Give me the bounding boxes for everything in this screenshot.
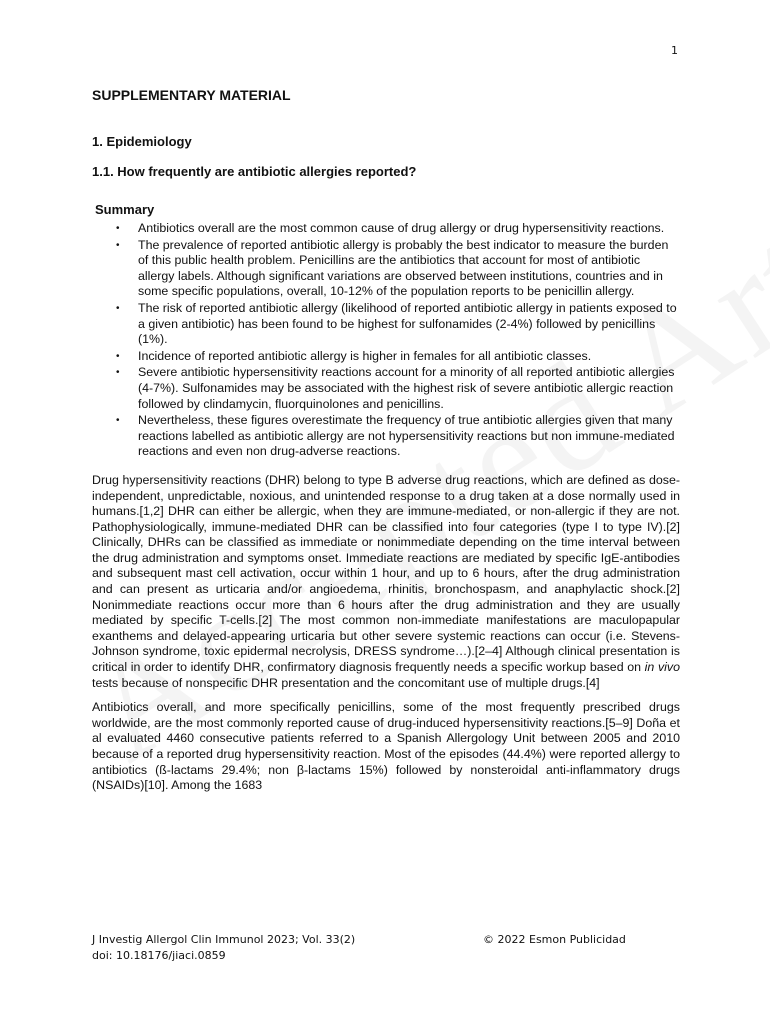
summary-item-text: Severe antibiotic hypersensitivity reactions account for a minority of all reported antibiotic allergies (4-7%). Sulfonamides may be associated with the highest risk of severe antibiotic allergic reaction followed by clindamycin, fluorquinolones and penicillins. — [138, 365, 675, 411]
bullet-icon: • — [116, 367, 120, 379]
footer-doi: doi: 10.18176/jiaci.0859 — [92, 949, 226, 962]
footer-copyright: © 2022 Esmon Publicidad — [483, 933, 626, 946]
summary-item-text: Antibiotics overall are the most common cause of drug allergy or drug hypersensitivity reactions. — [138, 221, 665, 235]
summary-item — [116, 300, 680, 348]
footer-journal: J Investig Allergol Clin Immunol 2023; Vol. 33(2) — [92, 933, 356, 946]
section-heading: 1. Epidemiology — [92, 134, 192, 149]
italic-term: in vivo — [644, 660, 680, 675]
paragraph-text: Drug hypersensitivity reactions (DHR) belong to type B adverse drug reactions, which are defined as dose-independent, unpredictable, noxious, and unintended response to a drug taken at a dose normally used in humans.[1,2] DHR can either be allergic, when they are immune-mediated, or non-allergic if they are not. Pathophysiologically, immune-mediated DHR can be classified into four categories (type I to type IV).[2] Clinically, DHRs can be classified as immediate or nonimmediate depending on the time interval between the drug administration and symptoms onset. Immediate reactions are mediated by specific IgE-antibodies and subsequent mast cell activation, occur within 1 hour, and up to 6 hours, after the drug administration and can present as urticaria and/or angioedema, rhinitis, bronchospasm, and anaphylactic shock.[2] Nonimmediate reactions occur more than 6 hours after the drug administration and they are usually mediated by specific T-cells.[2] The most common non-immediate manifestations are maculopapular exanthems and delayed-appearing urticaria but other severe systemic reactions can occur (i.e. Stevens-Johnson syndrome, toxic epidermal necrolysis, DRESS syndrome…).[2–4] Although clinical presentation is critical in order to identify DHR, confirmatory diagnosis frequently needs a specific workup based on — [92, 472, 680, 675]
body-paragraph-2: Antibiotics overall, and more specifically penicillins, some of the most frequently prescribed drugs worldwide, are the most commonly reported cause of drug-induced hypersensitivity reactions.[5–9] Doña et al evaluated 4460 consecutive patients referred to a Spanish Allergology Unit between 2005 and 2010 because of a reported drug hypersensitivity reaction. Most of the episodes (44.4%) were reported allergy to antibiotics (ß-lactams 29.4%; non β-lactams 15%) followed by nonsteroidal anti-inflammatory drugs (NSAIDs)[10]. Among the 1683 — [92, 700, 680, 793]
page-footer — [92, 932, 680, 964]
summary-item — [116, 221, 680, 237]
summary-item-text: The prevalence of reported antibiotic allergy is probably the best indicator to measure the burden of this public health problem. Penicillins are the antibiotics that account for most of antibiotic allergy labels. Although significant variations are observed between institutions, countries and in some specific populations, overall, 10-12% of the population reports to be penicillin allergy. — [138, 237, 669, 299]
summary-heading: Summary — [95, 202, 155, 217]
subsection-heading: 1.1. How frequently are antibiotic allergies reported? — [92, 164, 417, 179]
summary-item — [116, 348, 680, 365]
summary-item — [116, 413, 680, 460]
summary-item-text: The risk of reported antibiotic allergy (likelihood of reported antibiotic allergy in patients exposed to a given antibiotic) has been found to be highest for sulfonamides (2-4%) followed by penicillins (1%). — [138, 300, 677, 347]
bullet-icon: • — [116, 415, 120, 427]
summary-item — [116, 237, 680, 300]
bullet-icon: • — [116, 223, 120, 234]
paragraph-text: tests because of nonspecific DHR presentation and the concomitant use of multiple drugs.[4] — [92, 675, 600, 690]
bullet-icon: • — [116, 239, 120, 251]
summary-item-text: Incidence of reported antibiotic allergy is higher in females for all antibiotic classes. — [138, 348, 592, 363]
document-title: SUPPLEMENTARY MATERIAL — [92, 87, 291, 103]
bullet-icon: • — [116, 302, 120, 314]
summary-item — [116, 365, 680, 412]
summary-item-text: Nevertheless, these figures overestimate the frequency of true antibiotic allergies given that many reactions labelled as antibiotic allergy are not hypersensitivity reactions but non immune-mediated reactions and even non drug-adverse reactions. — [138, 413, 675, 459]
bullet-icon: • — [116, 350, 120, 362]
document-body — [92, 86, 680, 794]
page-number: 1 — [671, 44, 678, 57]
body-paragraph-1 — [92, 473, 680, 691]
summary-list — [92, 221, 680, 460]
